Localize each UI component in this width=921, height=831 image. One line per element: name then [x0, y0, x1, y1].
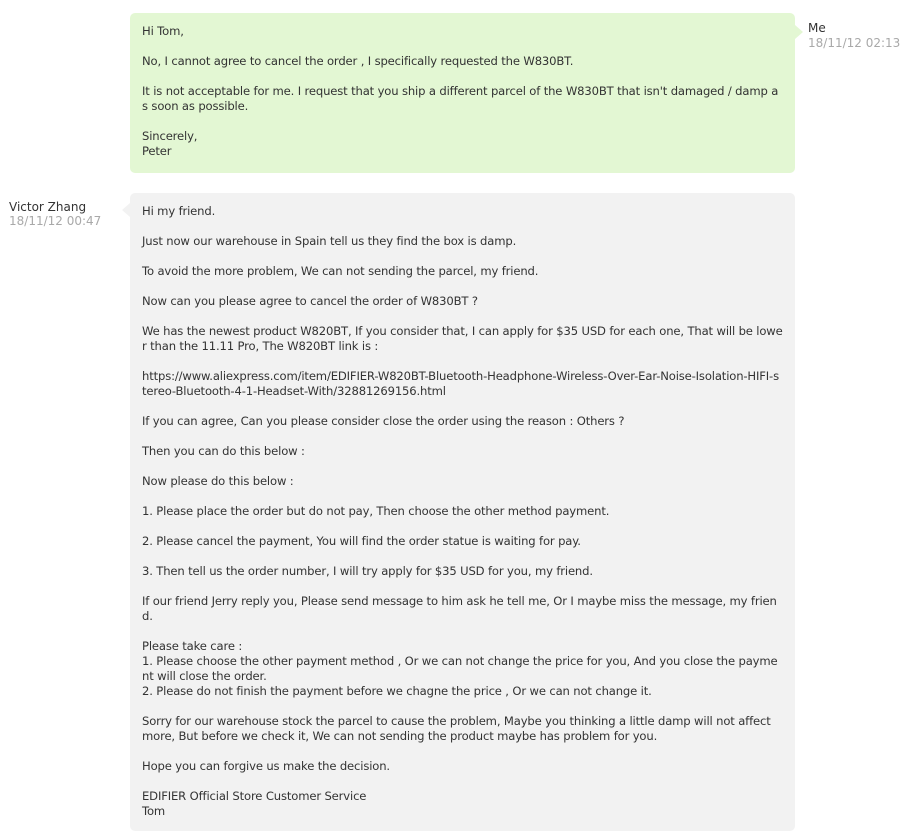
message-paragraph: Now please do this below :: [142, 474, 294, 488]
message-paragraph: Then you can do this below :: [142, 444, 305, 458]
message-paragraph: To avoid the more problem, We can not sending the parcel, my friend.: [142, 264, 539, 278]
sender-name: Victor Zhang: [9, 200, 87, 214]
message-paragraph: Just now our warehouse in Spain tell us they find the box is damp.: [142, 234, 517, 248]
message-link-paragraph: https://www.aliexpress.com/item/EDIFIER-W820BT-Bluetooth-Headphone-Wireless-Over-Ear-Noise-Isolation-HIFI-stereo-Bluetooth-4-1-Headset-With/32881269156.html: [142, 369, 779, 398]
message-paragraph: We has the newest product W820BT, If you consider that, I can apply for $35 USD for each one, That will be lower than the 11.11 Pro, The W820BT link is :: [142, 324, 783, 353]
message-bubble-other: [130, 193, 795, 831]
message-paragraph: It is not acceptable for me. I request that you ship a different parcel of the W830BT that isn't damaged / damp as soon as possible.: [142, 84, 779, 113]
message-bubble-me: [130, 13, 795, 173]
message-paragraph: If you can agree, Can you please consider close the order using the reason : Others ?: [142, 414, 625, 428]
message-paragraph: Hope you can forgive us make the decision.: [142, 759, 390, 773]
message-paragraph: Hi Tom,: [142, 24, 184, 38]
message-paragraph: Hi my friend.: [142, 204, 216, 218]
message-paragraph: If our friend Jerry reply you, Please send message to him ask he tell me, Or I maybe miss the message, my friend.: [142, 594, 777, 623]
message-paragraph: 3. Then tell us the order number, I will try apply for $35 USD for you, my friend.: [142, 564, 593, 578]
message-paragraph: Please take care : 1. Please choose the other payment method , Or we can not change the price for you, And you close the payment will close the order. 2. Please do not finish the payment before we chagne the price , Or we can not change it.: [142, 639, 778, 698]
message-timestamp: 18/11/12 00:47: [9, 214, 102, 228]
message-timestamp: 18/11/12 02:13: [808, 36, 901, 50]
message-paragraph: No, I cannot agree to cancel the order , I specifically requested the W830BT.: [142, 54, 574, 68]
message-paragraph: 2. Please cancel the payment, You will find the order statue is waiting for pay.: [142, 534, 581, 548]
message-paragraph: 1. Please place the order but do not pay, Then choose the other method payment.: [142, 504, 610, 518]
sender-name: Me: [808, 21, 826, 35]
message-paragraph: EDIFIER Official Store Customer Service Tom: [142, 789, 367, 818]
message-paragraph: Sorry for our warehouse stock the parcel to cause the problem, Maybe you thinking a little damp will not affect more, But before we check it, We can not sending the product maybe has problem for you.: [142, 714, 771, 743]
message-paragraph: Sincerely, Peter: [142, 129, 198, 158]
bubble-tail: [122, 203, 130, 217]
message-paragraph: Now can you please agree to cancel the order of W830BT ?: [142, 294, 478, 308]
bubble-tail: [795, 25, 803, 39]
